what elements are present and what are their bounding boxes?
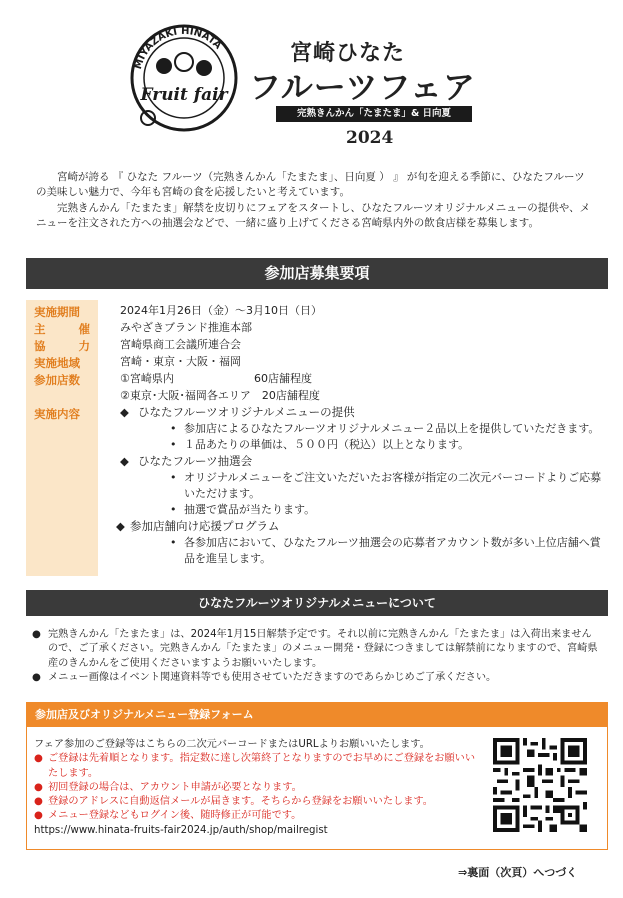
registration-note (34, 809, 484, 823)
content-item (120, 535, 610, 567)
registration-note (34, 795, 484, 809)
bullet-icon: ● (34, 753, 43, 765)
label-coop-char: 力 (78, 339, 90, 353)
diamond-icon: ◆ (120, 405, 129, 419)
label-period: 実施期間 (34, 305, 80, 319)
menu-note (30, 671, 600, 685)
recruit-label-column (26, 300, 98, 576)
registration-note-text: ご登録は先着順となります。指定数に達し次第終了となりますのでお早めにご登録をお願いいたします。 (48, 753, 476, 779)
intro-paragraph: 完熟きんかん「たまたま」解禁を皮切りにフェアをスタートし、ひなたフルーツオリジナルメニューの提供や、メニューを注文された方への抽選会などで、一緒に盛り上げてくださる宮崎県内外の飲食店様を募集します。 (36, 201, 591, 230)
bullet-icon: • (170, 471, 177, 484)
label-area: 実施地域 (34, 356, 80, 370)
content-item-text: 抽選で賞品が当たります。 (184, 503, 316, 516)
registration-note (34, 752, 484, 781)
bullet-icon: ● (34, 810, 43, 822)
diamond-icon: ◆ (120, 454, 129, 468)
label-host-char: 主 (34, 322, 46, 336)
registration-intro: フェア参加のご登録等はこちらの二次元バーコードまたはURLよりお願いいたします。 (34, 739, 430, 750)
label-host-char: 催 (78, 322, 90, 336)
title-subtitle: 完熟きんかん「たまたま」& 日向夏 (276, 106, 472, 122)
title-year: 2024 (346, 128, 394, 148)
logo-ring-text: MIYAZAKI HINATA (132, 25, 224, 71)
menu-note (30, 628, 600, 671)
content-heading (116, 518, 610, 535)
diamond-icon: ◆ (116, 519, 125, 533)
bullet-icon: • (170, 438, 177, 451)
registration-url[interactable]: https://www.hinata-fruits-fair2024.jp/auth/shop/mailregist (34, 824, 328, 836)
intro (36, 170, 592, 232)
bullet-icon: ● (32, 629, 41, 640)
logo-script: Fruit fair (140, 85, 228, 105)
content-title: ひなたフルーツオリジナルメニューの提供 (138, 405, 355, 419)
stores-value-2: ②東京･大阪･福岡各エリア 20店舗程度 (120, 389, 320, 402)
registration-note-text: 登録のアドレスに自動返信メールが届きます。そちらから登録をお願いいたします。 (48, 796, 433, 808)
label-coop-char: 協 (34, 339, 46, 353)
content-heading (120, 404, 610, 421)
content-item-text: オリジナルメニューをご注文いただいたお客様が指定の二次元バーコードよりご応募いただけます。 (184, 471, 602, 500)
fruit-fair-logo (128, 22, 240, 138)
title-fair: フルーツフェア (249, 68, 476, 106)
content-item (120, 421, 610, 437)
host-value: みやざきブランド推進本部 (120, 321, 252, 334)
period-value: 2024年1月26日（金）～3月10日（日） (120, 304, 322, 317)
stores-value-1 (120, 370, 610, 387)
content-item (120, 470, 610, 502)
continue-to-back: ⇒裏面（次頁）へつづく (458, 866, 578, 879)
qr-code-icon[interactable] (493, 738, 587, 832)
content-item-text: 各参加店において、ひなたフルーツ抽選会の応募者アカウント数が多い上位店舗へ賞品を進呈します。 (184, 536, 601, 565)
recruit-heading: 参加店募集要項 (26, 258, 608, 289)
label-content: 実施内容 (34, 407, 80, 421)
bullet-icon: • (170, 503, 177, 516)
label-host (34, 321, 90, 337)
title-main: 宮崎ひなた (290, 41, 406, 66)
menu-heading: ひなたフルーツオリジナルメニューについて (26, 590, 608, 616)
label-stores: 参加店数 (34, 373, 80, 387)
label-cooperation (34, 338, 90, 354)
content-item-text: 参加店によるひなたフルーツオリジナルメニュー２品以上を提供していただきます。 (184, 422, 600, 435)
content-title: 参加店舗向け応援プログラム (130, 519, 280, 533)
recruit-details (116, 302, 610, 567)
registration-note-text: 初回登録の場合は、アカウント申請が必要となります。 (48, 781, 302, 793)
menu-notes (30, 628, 600, 686)
registration-note (34, 781, 484, 795)
registration-note-text: メニュー登録などもログイン後、随時修正が可能です。 (48, 810, 302, 822)
menu-note-text: 完熟きんかん「たまたま」は、2024年1月15日解禁予定です。それ以前に完熟きんかん「たまたま」は入荷出来ませんので、ご了承ください。完熟きんかん「たまたま」のメニュー開発・登録につきましては解禁前になりますので、宮崎県産のきんかんをご使用くださいますようお願いいたします。 (48, 629, 598, 669)
registration-body (34, 738, 484, 838)
registration-heading: 参加店及びオリジナルメニュー登録フォーム (27, 703, 607, 727)
bullet-icon: ● (34, 796, 43, 808)
stores-1-label: ①宮崎県内 (120, 372, 174, 385)
stores-1-count: 60店舗程度 (254, 372, 312, 385)
intro-paragraph: 宮崎が誇る 『 ひなた フルーツ（完熟きんかん「たまたま」、日向夏 ） 』 が旬を迎える季節に、ひなたフルーツの美味しい魅力で、今年も宮崎の食を応援したいと考えています。 (36, 171, 585, 199)
menu-note-text: メニュー画像はイベント関連資料等でも使用させていただきますのであらかじめご了承ください。 (48, 672, 497, 684)
cooperation-value: 宮崎県商工会議所連合会 (120, 338, 241, 351)
bullet-icon: ● (34, 781, 43, 793)
content-item (120, 502, 610, 518)
area-value: 宮崎・東京・大阪・福岡 (120, 355, 241, 368)
content-heading (120, 453, 610, 470)
content-item-text: １品あたりの単価は、５００円（税込）以上となります。 (184, 438, 470, 451)
bullet-icon: • (170, 536, 177, 549)
content-title: ひなたフルーツ抽選会 (138, 454, 253, 468)
content-item (120, 437, 610, 453)
bullet-icon: ● (32, 672, 41, 684)
bullet-icon: • (170, 422, 177, 435)
